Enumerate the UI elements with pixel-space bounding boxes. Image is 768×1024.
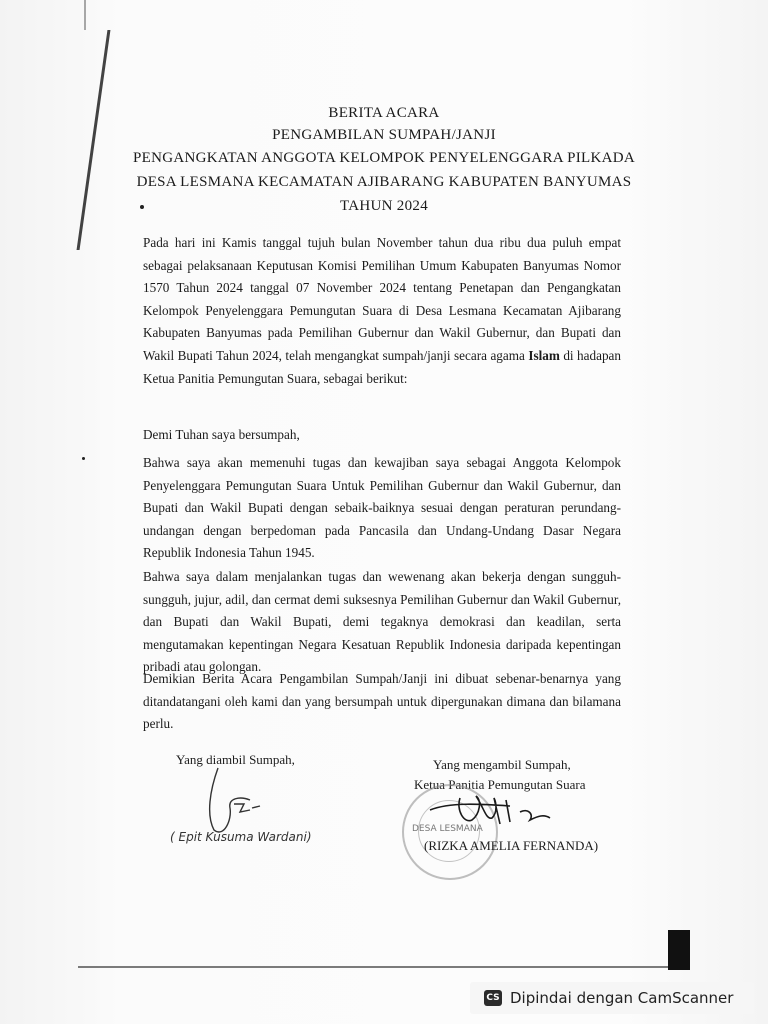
intro-text-end: di hadapan Ketua Panitia Pemungutan Suara, sebagai berikut: bbox=[143, 347, 621, 386]
right-signature-label: Yang mengambil Sumpah, bbox=[433, 757, 571, 772]
camscanner-watermark bbox=[470, 982, 754, 1014]
left-signature-scribble bbox=[200, 760, 270, 840]
title-line-3: PENGANGKATAN ANGGOTA KELOMPOK PENYELENGGARA PILKADA bbox=[132, 150, 636, 166]
speck bbox=[82, 457, 85, 460]
closing-paragraph: Demikian Berita Acara Pengambilan Sumpah/Janji ini dibuat sebenar-benarnya yang ditandatangani oleh kami dan yang bersumpah untuk dipergunakan dimana dan bilamana perlu. bbox=[143, 671, 621, 732]
right-signatory-title: Ketua Panitia Pemungutan Suara bbox=[414, 777, 586, 792]
title-line-4: DESA LESMANA KECAMATAN AJIBARANG KABUPATEN BANYUMAS bbox=[136, 174, 632, 190]
title-line-2: PENGAMBILAN SUMPAH/JANJI bbox=[272, 127, 496, 143]
scan-corner-shadow bbox=[668, 930, 690, 970]
right-signatory-name: (RIZKA AMELIA FERNANDA) bbox=[424, 838, 599, 853]
camscanner-text: Dipindai dengan CamScanner bbox=[510, 989, 734, 1007]
right-signature-scribble bbox=[420, 790, 560, 840]
scan-bottom-edge bbox=[78, 966, 688, 968]
oath-opening: Demi Tuhan saya bersumpah, bbox=[143, 427, 300, 442]
religion-bold: Islam bbox=[528, 347, 560, 363]
scan-edge-mark bbox=[84, 0, 86, 30]
stamp-text: DESA LESMANA bbox=[412, 824, 483, 834]
left-signatory-name: ( Epit Kusuma Wardani) bbox=[170, 830, 312, 844]
oath-paragraph-1: Bahwa saya akan memenuhi tugas dan kewajiban saya sebagai Anggota Kelompok Penyelenggara Pemungutan Suara Untuk Pemilihan Gubernur dan Wakil Gubernur, dan Bupati dan Wakil Bupati dengan sebaik-baiknya sesuai dengan peraturan perundang-undangan dengan berpedoman pada Pancasila dan Undang-Undang Dasar Negara Republik Indonesia Tahun 1945. bbox=[143, 455, 621, 561]
intro-paragraph bbox=[143, 232, 621, 390]
oath-paragraph-2: Bahwa saya dalam menjalankan tugas dan wewenang akan bekerja dengan sungguh-sungguh, jujur, adil, dan cermat demi suksesnya Pemilihan Gubernur dan Wakil Gubernur, dan Bupati dan Wakil Bupati, demi tegaknya demokrasi dan keadilan, serta mengutamakan kepentingan Negara Kesatuan Republik Indonesia daripada kepentingan pribadi atau golongan. bbox=[143, 569, 621, 675]
intro-text: Pada hari ini Kamis tanggal tujuh bulan November tahun dua ribu dua puluh empat sebagai pelaksanaan Keputusan Komisi Pemilihan Umum Kabupaten Banyumas Nomor 1570 Tahun 2024 tanggal 07 November 2024 tentang Penetapan dan Pengangkatan Kelompok Penyelenggara Pemungutan Suara di Desa Lesmana Kecamatan Ajibarang Kabupaten Banyumas pada Pemilihan Gubernur dan Wakil Gubernur, dan Bupati dan Wakil Bupati Tahun 2024, telah mengangkat sumpah/janji secara agama bbox=[143, 235, 621, 363]
left-signature-label: Yang diambil Sumpah, bbox=[176, 752, 295, 767]
title-line-5: TAHUN 2024 bbox=[339, 198, 429, 214]
camscanner-icon: CS bbox=[484, 990, 502, 1006]
title-line-1: BERITA ACARA bbox=[328, 105, 440, 121]
